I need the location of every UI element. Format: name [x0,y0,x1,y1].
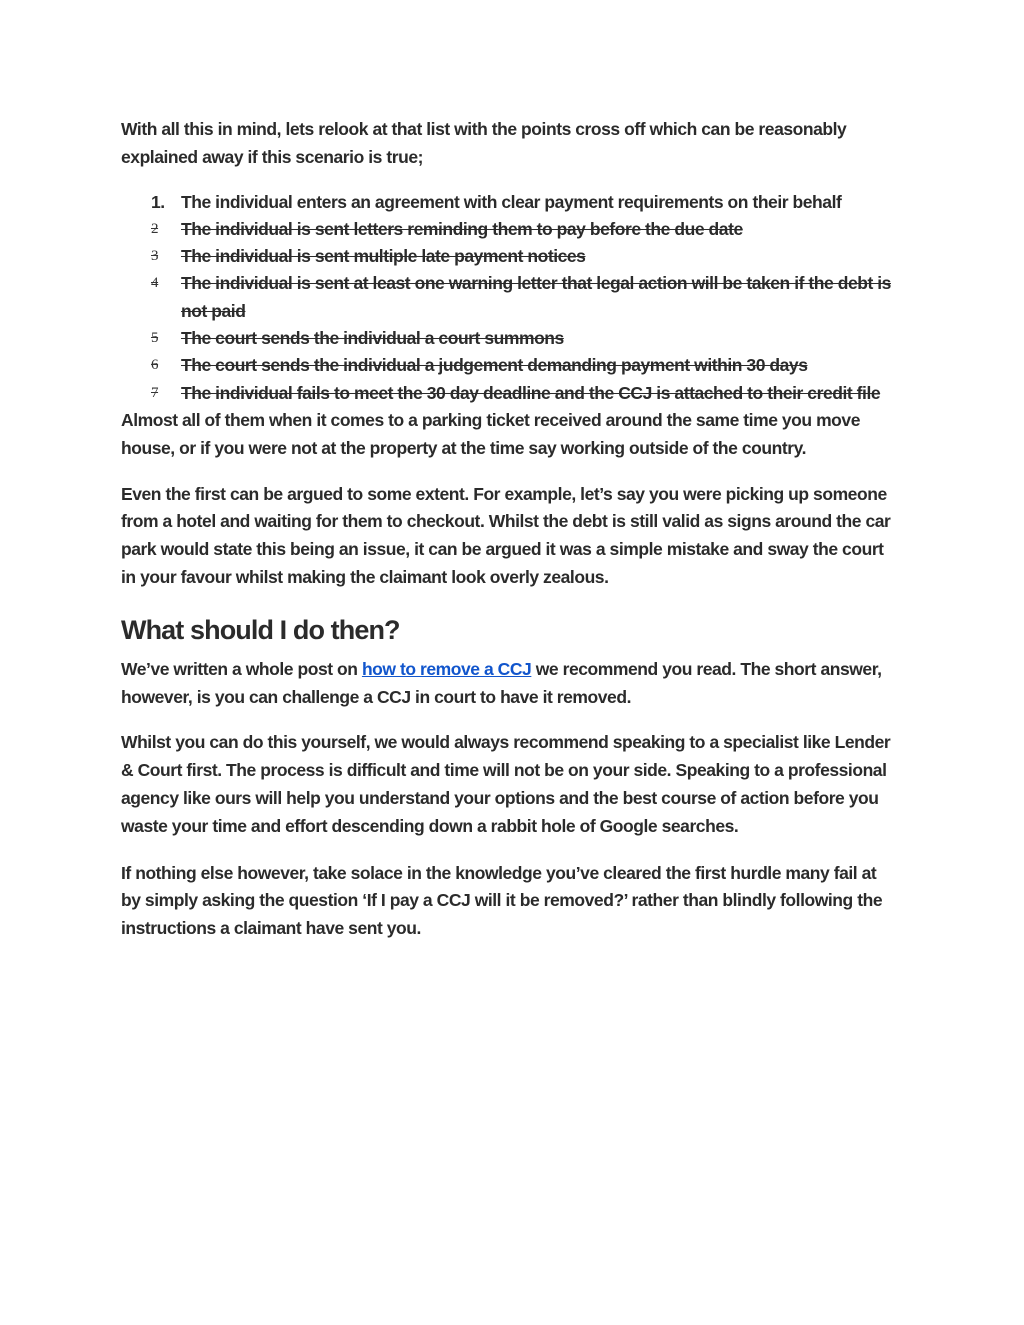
list-item-number: 3 [151,248,159,265]
paragraph-even-the-first: Even the first can be argued to some extent. For example, let’s say you were picking up someone from a hotel and waiting for them to checkout. Whilst the debt is still valid as signs around the car park would state this being an issue, it can be argued it was a simple mistake and sway the court in your favour whilst making the claimant look overly zealous. [121,483,891,587]
list-item-text: The individual is sent multiple late payment notices [181,246,586,267]
list-item-number: 7 [151,384,159,401]
paragraph-whole-post [121,656,896,712]
list-item-struck [121,352,896,379]
list-item-text: The individual fails to meet the 30 day deadline and the CCJ is attached to their credit file [181,382,881,403]
document-page [121,116,896,943]
list-item-text: The individual enters an agreement with clear payment requirements on their behalf [181,191,842,212]
list-item-text: The court sends the individual a judgement demanding payment within 30 days [181,355,808,376]
list-item-text: The individual is sent letters reminding them to pay before the due date [181,218,743,239]
points-list [121,189,896,407]
section-heading: What should I do then? [121,614,400,645]
list-item-text: The individual is sent at least one warning letter that legal action will be taken if the debt is not paid [181,273,891,321]
list-item-struck [121,216,896,243]
paragraph-specialist: Whilst you can do this yourself, we would always recommend speaking to a specialist like Lender & Court first. The process is difficult and time will not be on your side. Speaking to a professional agency like ours will help you understand your options and the best course of action before you waste your time and effort descending down a rabbit hole of Google searches. [121,732,891,836]
paragraph-text-after-link: we recommend you read. The short answer, however, is you can challenge a CCJ in court to have it removed. [121,658,882,707]
list-item-number: 2 [151,220,159,237]
paragraph-solace: If nothing else however, take solace in the knowledge you’ve cleared the first hurdle many fail at by simply asking the question ‘If I pay a CCJ will it be removed?’ rather than blindly following the instructions a claimant have sent you. [121,862,883,939]
list-item-number: 1. [151,191,165,212]
list-item-text: The court sends the individual a court summons [181,328,564,349]
list-item [121,189,896,216]
remove-ccj-link[interactable]: how to remove a CCJ [361,658,532,679]
list-item-number: 5 [151,330,159,347]
paragraph-text-before-link: We’ve written a whole post on [121,658,362,679]
paragraph-almost-all: Almost all of them when it comes to a parking ticket received around the same time you move house, or if you were not at the property at the time say working outside of the country. [121,409,860,458]
list-item-number: 6 [151,357,159,374]
list-item-number: 4 [151,275,159,292]
list-item-struck [121,325,896,352]
list-item-struck [121,243,896,270]
list-item-struck [121,380,896,407]
list-item-struck [121,270,896,325]
intro-paragraph: With all this in mind, lets relook at that list with the points cross off which can be reasonably explained away if this scenario is true; [121,119,847,167]
